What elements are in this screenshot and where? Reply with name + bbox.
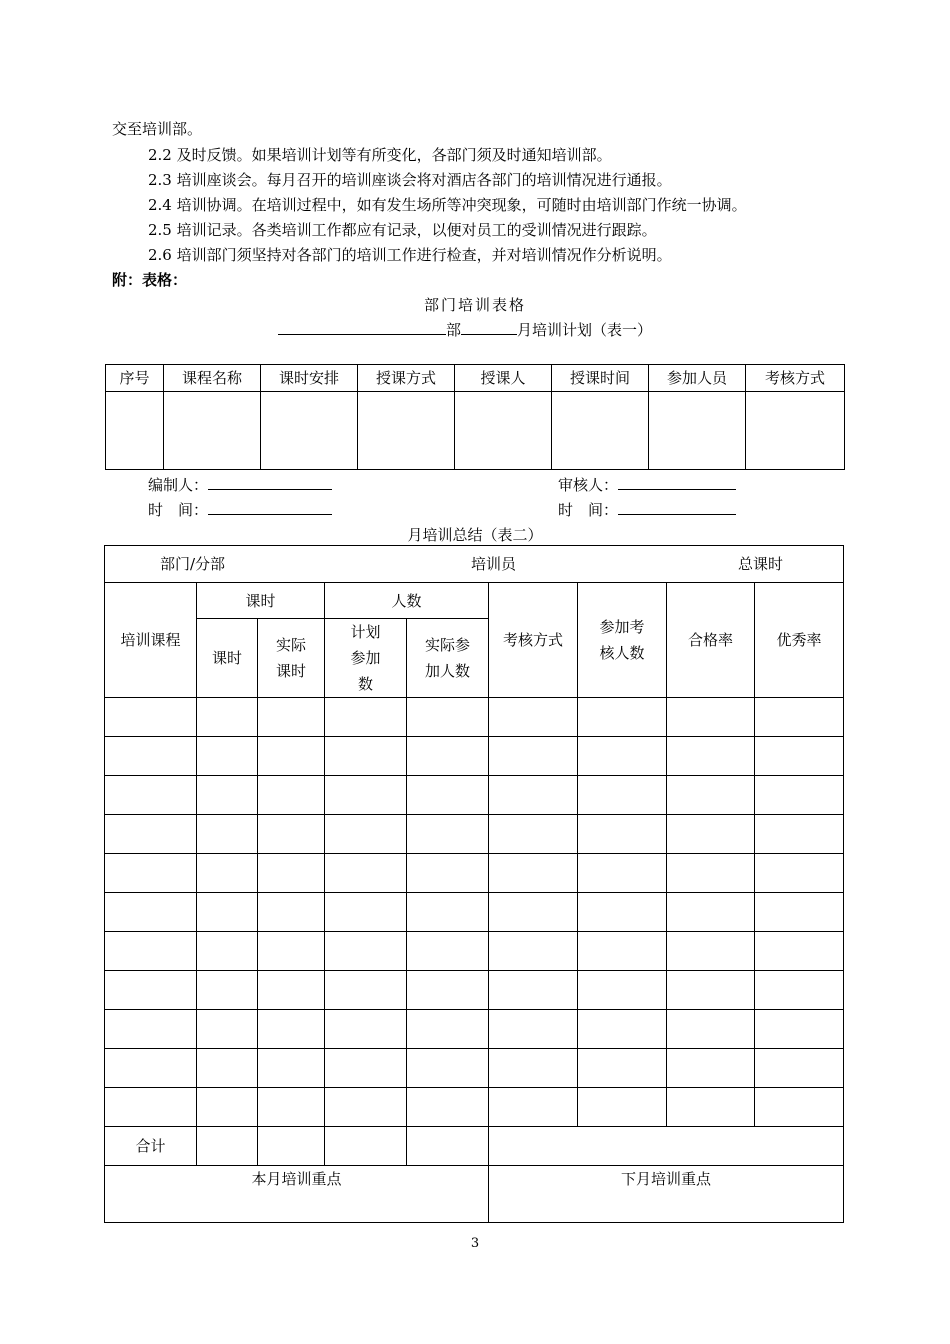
cell[interactable] bbox=[407, 1049, 489, 1088]
cell[interactable] bbox=[164, 392, 261, 470]
cell[interactable] bbox=[578, 1010, 667, 1049]
cell[interactable] bbox=[325, 776, 407, 815]
table1-title bbox=[278, 319, 652, 340]
cell[interactable] bbox=[325, 1088, 407, 1127]
reviewer-label: 审核人： bbox=[558, 476, 619, 494]
cell[interactable] bbox=[578, 932, 667, 971]
cell[interactable] bbox=[667, 893, 755, 932]
cell[interactable] bbox=[489, 698, 578, 737]
cell[interactable] bbox=[667, 971, 755, 1010]
reviewer-blank[interactable] bbox=[618, 475, 736, 490]
cell[interactable] bbox=[407, 893, 489, 932]
dept-cell bbox=[105, 546, 844, 583]
time2-label: 时 间： bbox=[558, 501, 619, 519]
cell[interactable] bbox=[197, 1088, 258, 1127]
dept-row bbox=[105, 546, 844, 583]
cell[interactable] bbox=[197, 815, 258, 854]
cell[interactable] bbox=[407, 776, 489, 815]
cell[interactable] bbox=[197, 971, 258, 1010]
cell[interactable] bbox=[755, 815, 844, 854]
cell[interactable] bbox=[578, 854, 667, 893]
table-row bbox=[105, 737, 844, 776]
th-participants: 参加人员 bbox=[649, 365, 746, 392]
preparer-field bbox=[148, 474, 332, 495]
table1-title-dept: 部 bbox=[446, 321, 462, 339]
table-row bbox=[105, 815, 844, 854]
table-row bbox=[105, 776, 844, 815]
preparer-blank[interactable] bbox=[208, 475, 332, 490]
cell[interactable] bbox=[258, 776, 325, 815]
cell[interactable] bbox=[489, 1049, 578, 1088]
item-2-3: 2.3 培训座谈会。每月召开的培训座谈会将对酒店各部门的培训情况进行通报。 bbox=[148, 171, 672, 189]
cell[interactable] bbox=[667, 1088, 755, 1127]
cell[interactable] bbox=[578, 1049, 667, 1088]
th-course-name: 课程名称 bbox=[164, 365, 261, 392]
table-row bbox=[105, 1049, 844, 1088]
cell[interactable] bbox=[489, 1127, 844, 1166]
th-course: 培训课程 bbox=[105, 583, 197, 698]
cell[interactable] bbox=[755, 1049, 844, 1088]
cell[interactable] bbox=[258, 1010, 325, 1049]
th-assessment: 考核方式 bbox=[746, 365, 845, 392]
cell[interactable] bbox=[325, 854, 407, 893]
cell[interactable] bbox=[325, 932, 407, 971]
cell[interactable] bbox=[667, 698, 755, 737]
cell[interactable] bbox=[197, 698, 258, 737]
intro-line: 交至培训部。 bbox=[112, 120, 203, 138]
th-method: 授课方式 bbox=[358, 365, 455, 392]
dept-label: 部门/分部 bbox=[160, 555, 226, 573]
cell[interactable] bbox=[325, 1049, 407, 1088]
cell[interactable] bbox=[489, 893, 578, 932]
th-actual-hours: 实际课时 bbox=[258, 619, 325, 698]
th-instructor: 授课人 bbox=[455, 365, 552, 392]
th-exam-count: 参加考核人数 bbox=[578, 583, 667, 698]
cell[interactable] bbox=[105, 776, 197, 815]
total-label: 合计 bbox=[105, 1127, 197, 1166]
table-row bbox=[105, 971, 844, 1010]
table-row bbox=[105, 854, 844, 893]
cell[interactable] bbox=[455, 392, 552, 470]
cell[interactable] bbox=[552, 392, 649, 470]
table-row bbox=[105, 932, 844, 971]
cell[interactable] bbox=[197, 1010, 258, 1049]
cell[interactable] bbox=[489, 932, 578, 971]
cell[interactable] bbox=[325, 971, 407, 1010]
cell[interactable] bbox=[407, 698, 489, 737]
table-row bbox=[105, 1010, 844, 1049]
cell[interactable] bbox=[261, 392, 358, 470]
cell[interactable] bbox=[407, 1088, 489, 1127]
cell[interactable] bbox=[489, 737, 578, 776]
cell[interactable] bbox=[325, 815, 407, 854]
cell[interactable] bbox=[667, 776, 755, 815]
cell[interactable] bbox=[667, 854, 755, 893]
cell[interactable] bbox=[105, 737, 197, 776]
cell[interactable] bbox=[755, 854, 844, 893]
cell[interactable] bbox=[407, 1010, 489, 1049]
cell[interactable] bbox=[667, 737, 755, 776]
th-people-group: 人数 bbox=[325, 583, 489, 619]
th-pass-rate: 合格率 bbox=[667, 583, 755, 698]
cell[interactable] bbox=[325, 698, 407, 737]
cell[interactable] bbox=[105, 854, 197, 893]
cell[interactable] bbox=[578, 698, 667, 737]
cell[interactable] bbox=[258, 815, 325, 854]
cell[interactable] bbox=[258, 854, 325, 893]
this-month-focus[interactable]: 本月培训重点 bbox=[105, 1166, 489, 1223]
cell[interactable] bbox=[407, 815, 489, 854]
table2-title: 月培训总结（表二） bbox=[407, 526, 543, 544]
cell[interactable] bbox=[407, 932, 489, 971]
cell[interactable] bbox=[489, 854, 578, 893]
cell[interactable] bbox=[649, 392, 746, 470]
cell[interactable] bbox=[489, 815, 578, 854]
cell[interactable] bbox=[755, 1088, 844, 1127]
total-hours-label: 总课时 bbox=[738, 555, 784, 573]
cell[interactable] bbox=[325, 1010, 407, 1049]
th-method: 考核方式 bbox=[489, 583, 578, 698]
th-planned: 计划参加数 bbox=[325, 619, 407, 698]
total-row bbox=[105, 1127, 844, 1166]
th-actual-people: 实际参加人数 bbox=[407, 619, 489, 698]
th-time: 授课时间 bbox=[552, 365, 649, 392]
cell[interactable] bbox=[325, 1127, 407, 1166]
data-rows bbox=[105, 698, 844, 1127]
cell[interactable] bbox=[578, 1088, 667, 1127]
th-schedule: 课时安排 bbox=[261, 365, 358, 392]
training-plan-table bbox=[105, 364, 845, 470]
cell[interactable] bbox=[106, 392, 164, 470]
cell[interactable] bbox=[105, 893, 197, 932]
cell[interactable] bbox=[197, 737, 258, 776]
cell[interactable] bbox=[489, 971, 578, 1010]
reviewer-field bbox=[558, 474, 736, 495]
time2-field bbox=[558, 499, 736, 520]
cell[interactable] bbox=[258, 737, 325, 776]
appendix-label: 附：表格： bbox=[112, 271, 188, 289]
cell[interactable] bbox=[407, 737, 489, 776]
page-number: 3 bbox=[470, 1236, 480, 1251]
th-hours: 课时 bbox=[197, 619, 258, 698]
th-index: 序号 bbox=[106, 365, 164, 392]
cell[interactable] bbox=[489, 1010, 578, 1049]
cell[interactable] bbox=[578, 893, 667, 932]
preparer-label: 编制人： bbox=[148, 476, 209, 494]
time1-field bbox=[148, 499, 332, 520]
cell[interactable] bbox=[258, 932, 325, 971]
table-row bbox=[105, 893, 844, 932]
cell[interactable] bbox=[755, 932, 844, 971]
cell[interactable] bbox=[489, 1088, 578, 1127]
cell[interactable] bbox=[578, 737, 667, 776]
cell[interactable] bbox=[755, 737, 844, 776]
cell[interactable] bbox=[325, 737, 407, 776]
cell[interactable] bbox=[197, 776, 258, 815]
item-2-2: 2.2 及时反馈。如果培训计划等有所变化，各部门须及时通知培训部。 bbox=[148, 146, 612, 164]
cell[interactable] bbox=[258, 698, 325, 737]
cell[interactable] bbox=[407, 854, 489, 893]
cell[interactable] bbox=[197, 1127, 258, 1166]
cell[interactable] bbox=[755, 776, 844, 815]
cell[interactable] bbox=[755, 1010, 844, 1049]
cell[interactable] bbox=[197, 893, 258, 932]
item-2-5: 2.5 培训记录。各类培训工作都应有记录，以便对员工的受训情况进行跟踪。 bbox=[148, 221, 657, 239]
cell[interactable] bbox=[667, 1049, 755, 1088]
item-2-4: 2.4 培训协调。在培训过程中，如有发生场所等冲突现象，可随时由培训部门作统一协调。 bbox=[148, 196, 747, 214]
cell[interactable] bbox=[755, 698, 844, 737]
item-2-6: 2.6 培训部门须坚持对各部门的培训工作进行检查，并对培训情况作分析说明。 bbox=[148, 246, 672, 264]
form-title: 部门培训表格 bbox=[423, 296, 526, 314]
cell[interactable] bbox=[197, 932, 258, 971]
header-row-1 bbox=[105, 583, 844, 619]
cell[interactable] bbox=[755, 971, 844, 1010]
cell[interactable] bbox=[667, 932, 755, 971]
cell[interactable] bbox=[667, 815, 755, 854]
cell[interactable] bbox=[578, 971, 667, 1010]
cell[interactable] bbox=[105, 1049, 197, 1088]
focus-row bbox=[105, 1166, 844, 1223]
cell[interactable] bbox=[258, 1049, 325, 1088]
time2-blank[interactable] bbox=[618, 500, 736, 515]
cell[interactable] bbox=[407, 1127, 489, 1166]
cell[interactable] bbox=[325, 893, 407, 932]
cell[interactable] bbox=[197, 854, 258, 893]
time1-blank[interactable] bbox=[208, 500, 332, 515]
cell[interactable] bbox=[258, 1088, 325, 1127]
cell[interactable] bbox=[358, 392, 455, 470]
table1-body-row bbox=[106, 392, 845, 470]
month-blank bbox=[461, 320, 517, 335]
time1-label: 时 间： bbox=[148, 501, 209, 519]
training-summary-table bbox=[104, 545, 844, 1223]
table1-title-month: 月培训计划（表一） bbox=[517, 321, 653, 339]
cell[interactable] bbox=[105, 1088, 197, 1127]
cell[interactable] bbox=[105, 815, 197, 854]
th-hours-group: 课时 bbox=[197, 583, 325, 619]
cell[interactable] bbox=[755, 893, 844, 932]
cell[interactable] bbox=[105, 698, 197, 737]
cell[interactable] bbox=[258, 1127, 325, 1166]
trainer-label: 培训员 bbox=[471, 555, 517, 573]
cell[interactable] bbox=[578, 815, 667, 854]
th-excellent-rate: 优秀率 bbox=[755, 583, 844, 698]
table1-header-row bbox=[106, 365, 845, 392]
cell[interactable] bbox=[578, 776, 667, 815]
cell[interactable] bbox=[105, 932, 197, 971]
dept-blank bbox=[278, 320, 446, 335]
table-row bbox=[105, 1088, 844, 1127]
table-row bbox=[105, 698, 844, 737]
cell[interactable] bbox=[258, 971, 325, 1010]
cell[interactable] bbox=[489, 776, 578, 815]
cell[interactable] bbox=[407, 971, 489, 1010]
next-month-focus[interactable]: 下月培训重点 bbox=[489, 1166, 844, 1223]
cell[interactable] bbox=[667, 1010, 755, 1049]
cell[interactable] bbox=[746, 392, 845, 470]
cell[interactable] bbox=[105, 971, 197, 1010]
cell[interactable] bbox=[197, 1049, 258, 1088]
cell[interactable] bbox=[105, 1010, 197, 1049]
cell[interactable] bbox=[258, 893, 325, 932]
